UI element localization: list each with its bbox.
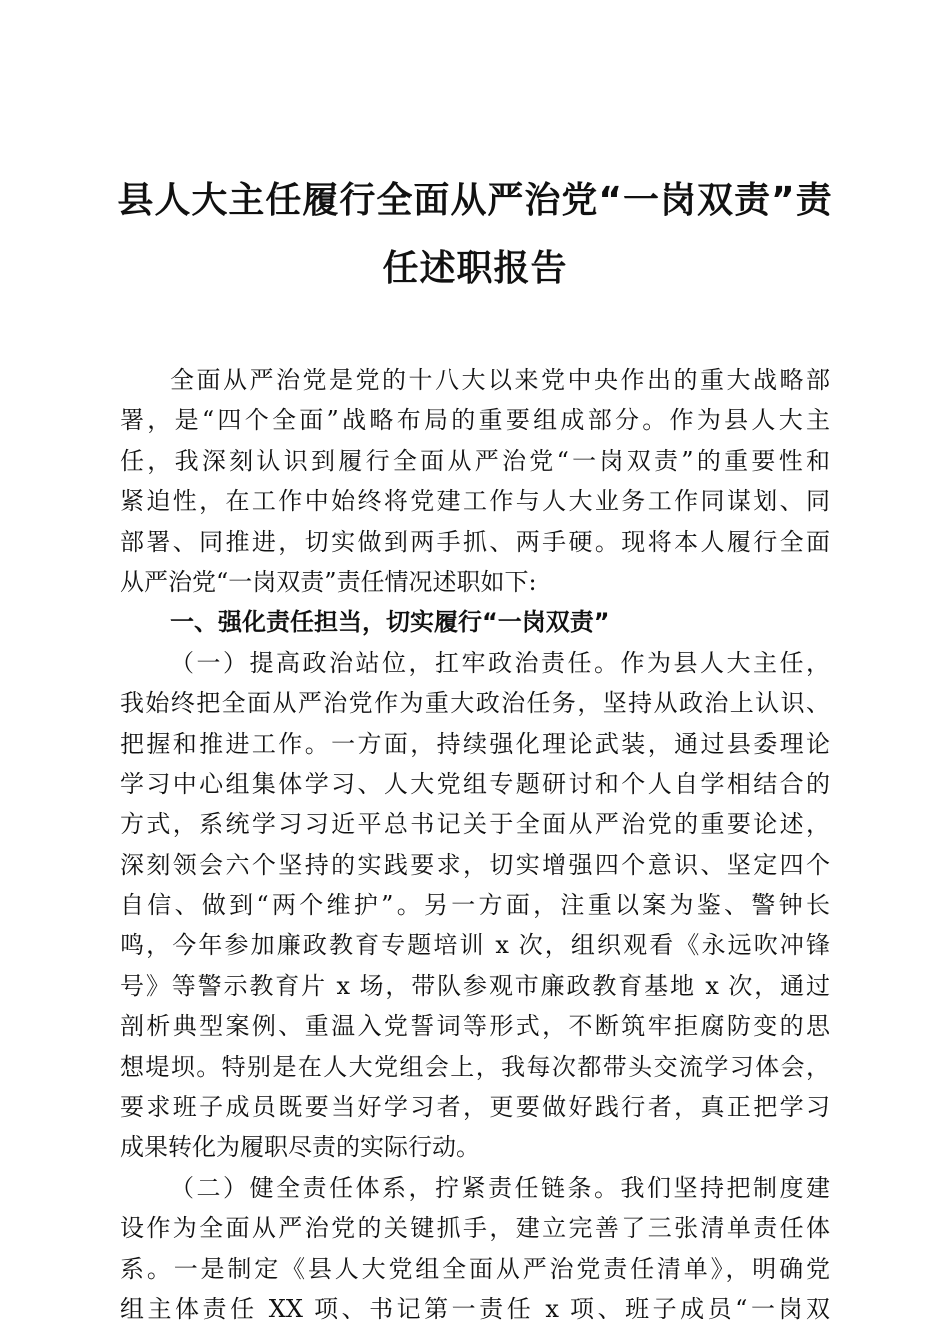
paragraph-line: 组主体责任 XX 项、书记第一责任 x 项、班子成员“一岗双 bbox=[120, 1294, 830, 1323]
document-title-line-1: 县人大主任履行全面从严治党“一岗双责”责 bbox=[117, 180, 833, 221]
paragraph-line: 部署、同推进，切实做到两手抓、两手硬。现将本人履行全面 bbox=[120, 527, 830, 556]
paragraph-line: 鸣，今年参加廉政教育专题培训 x 次，组织观看《永远吹冲锋 bbox=[120, 931, 830, 960]
paragraph-line: （一）提高政治站位，扛牢政治责任。作为县人大主任， bbox=[170, 648, 830, 677]
paragraph-line: 从严治党“一岗双责”责任情况述职如下: bbox=[120, 567, 537, 596]
paragraph-line: 成果转化为履职尽责的实际行动。 bbox=[120, 1133, 480, 1162]
paragraph-line: （二）健全责任体系，拧紧责任链条。我们坚持把制度建 bbox=[170, 1173, 830, 1202]
document-body bbox=[120, 360, 830, 1329]
paragraph-line: 我始终把全面从严治党作为重大政治任务，坚持从政治上认识、 bbox=[120, 689, 830, 718]
paragraph-line: 设作为全面从严治党的关键抓手，建立完善了三张清单责任体 bbox=[120, 1214, 830, 1243]
paragraph-line: 深刻领会六个坚持的实践要求，切实增强四个意识、坚定四个 bbox=[120, 850, 830, 879]
paragraph-line: 要求班子成员既要当好学习者，更要做好践行者，真正把学习 bbox=[120, 1093, 830, 1122]
paragraph-line: 号》等警示教育片 x 场，带队参观市廉政教育基地 x 次，通过 bbox=[120, 971, 830, 1000]
paragraph-line: 方式，系统学习习近平总书记关于全面从严治党的重要论述， bbox=[120, 810, 830, 839]
paragraph-line: 自信、做到“两个维护”。另一方面，注重以案为鉴、警钟长 bbox=[120, 891, 830, 920]
document-title-line-2: 任述职报告 bbox=[382, 248, 568, 289]
paragraph-line: 紧迫性，在工作中始终将党建工作与人大业务工作同谋划、同 bbox=[120, 487, 830, 516]
paragraph-line: 署，是“四个全面”战略布局的重要组成部分。作为县人大主 bbox=[120, 406, 830, 435]
paragraph-line: 学习中心组集体学习、人大党组专题研讨和个人自学相结合的 bbox=[120, 769, 830, 798]
paragraph-line: 想堤坝。特别是在人大党组会上，我每次都带头交流学习体会， bbox=[120, 1052, 830, 1081]
section-heading: 一、强化责任担当，切实履行“一岗双责” bbox=[170, 608, 610, 637]
paragraph-line: 把握和推进工作。一方面，持续强化理论武装，通过县委理论 bbox=[120, 729, 830, 758]
paragraph-line: 任，我深刻认识到履行全面从严治党“一岗双责”的重要性和 bbox=[120, 446, 830, 475]
paragraph-line: 剖析典型案例、重温入党誓词等形式，不断筑牢拒腐防变的思 bbox=[120, 1012, 830, 1041]
paragraph-line: 系。一是制定《县人大党组全面从严治党责任清单》，明确党 bbox=[120, 1254, 830, 1283]
paragraph-line: 全面从严治党是党的十八大以来党中央作出的重大战略部 bbox=[170, 366, 830, 394]
